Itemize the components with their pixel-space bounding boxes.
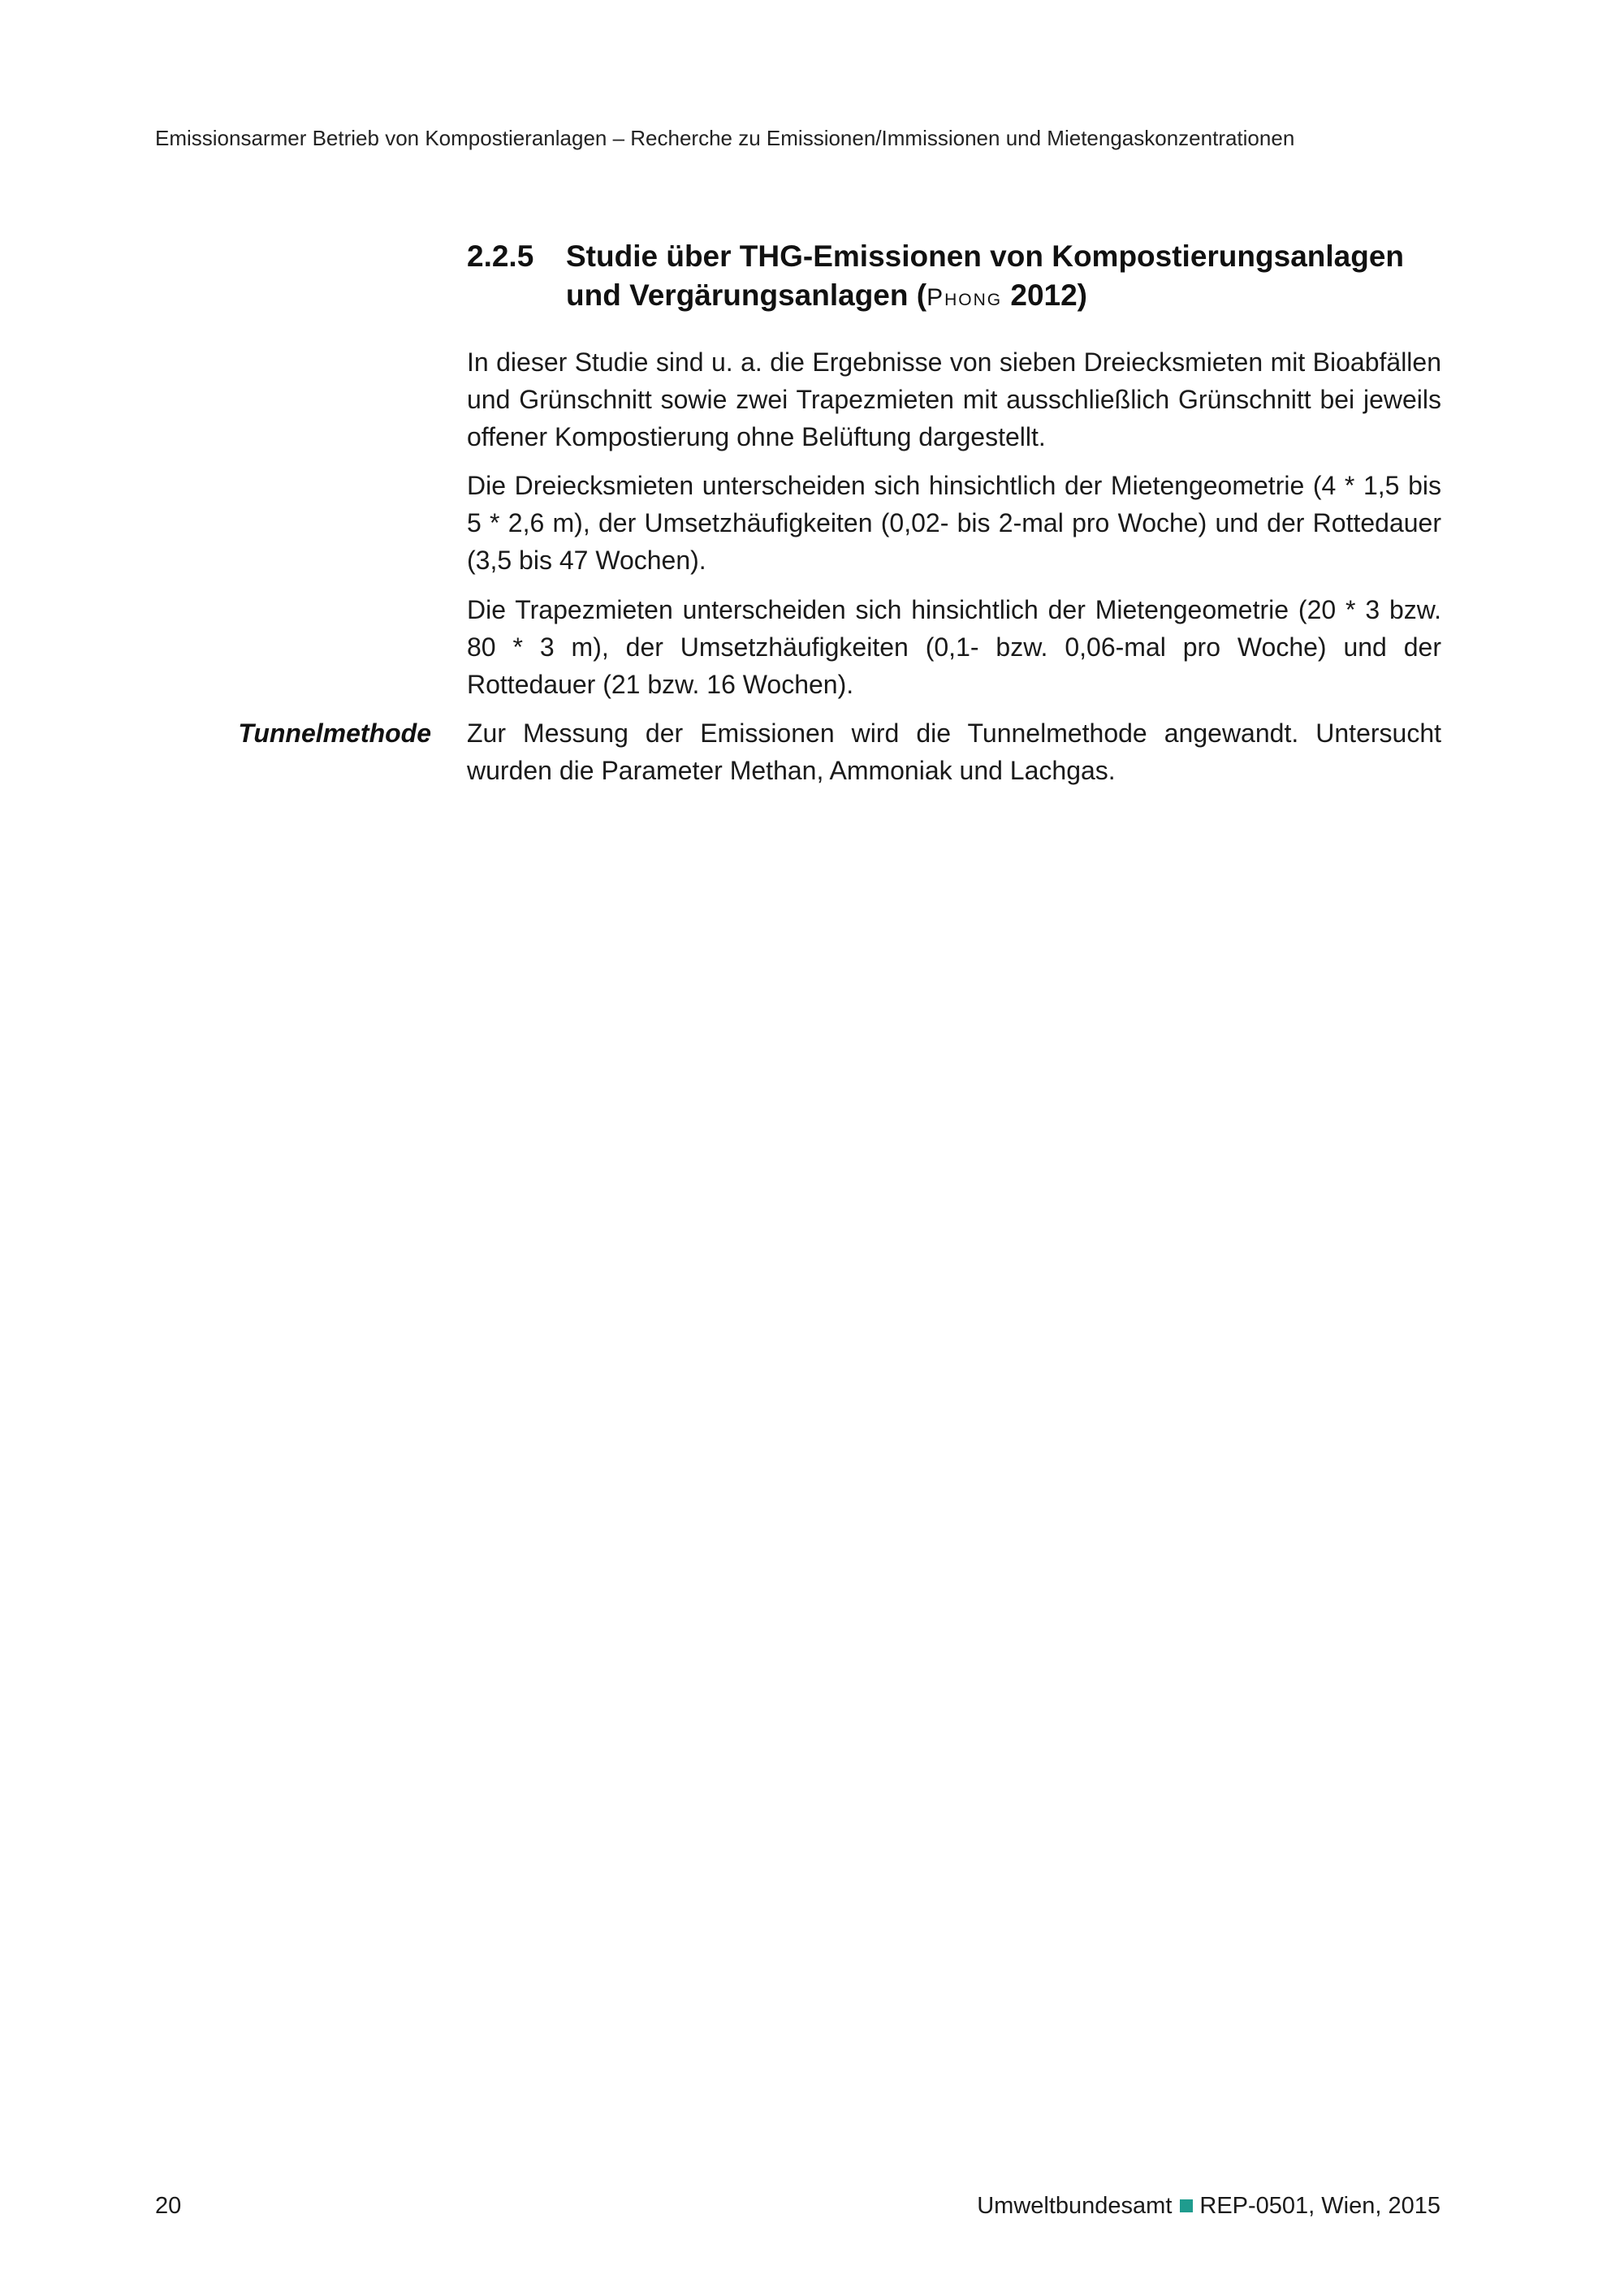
paragraph-study-overview: In dieser Studie sind u. a. die Ergebnisse von sieben Dreiecksmieten mit Bioabfällen und Grünschnitt sowie zwei Trapezmieten mit ausschließlich Grünschnitt bei jeweils offener Kompostierung ohne Belüftung dargestellt. xyxy=(467,347,1441,451)
footer-report-id: REP-0501, Wien, 2015 xyxy=(1199,2193,1440,2219)
footer-report-info xyxy=(977,2190,1440,2222)
section-title xyxy=(566,237,1443,317)
paragraph-triangular-windrows: Die Dreiecksmieten unterscheiden sich hinsichtlich der Mietengeometrie (4 * 1,5 bis 5 * 2,6 m), der Umsetzhäufigkeiten (0,02- bis 2-mal pro Woche) und der Rottedauer (3,5 bis 47 Wochen). xyxy=(467,471,1441,575)
paragraph-trapezoidal-windrows: Die Trapezmieten unterscheiden sich hinsichtlich der Mietengeometrie (20 * 3 bzw. 80 * 3 m), der Umsetzhäufigkeiten (0,1- bzw. 0,06-mal pro Woche) und der Rottedauer (21 bzw. 16 Wochen). xyxy=(467,595,1441,699)
footer-publisher: Umweltbundesamt xyxy=(977,2193,1173,2219)
paragraph-tunnel-method: Zur Messung der Emissionen wird die Tunnelmethode angewandt. Untersucht wurden die Parameter Methan, Ammoniak und Lachgas. xyxy=(467,719,1441,785)
page-number: 20 xyxy=(155,2193,182,2219)
citation-year: 2012) xyxy=(1002,278,1088,312)
square-bullet-icon xyxy=(1180,2199,1193,2212)
section-title-text: Studie über THG-Emissionen von Kompostierungsanlagen und Vergärungsanlagen ( xyxy=(566,240,1405,312)
citation-author: Phong xyxy=(926,284,1003,311)
section-number: 2.2.5 xyxy=(467,240,534,273)
margin-note-tunnelmethode: Tunnelmethode xyxy=(238,719,431,748)
running-header: Emissionsarmer Betrieb von Kompostieranlagen – Recherche zu Emissionen/Immissionen und Mietengaskonzentrationen xyxy=(155,126,1295,150)
